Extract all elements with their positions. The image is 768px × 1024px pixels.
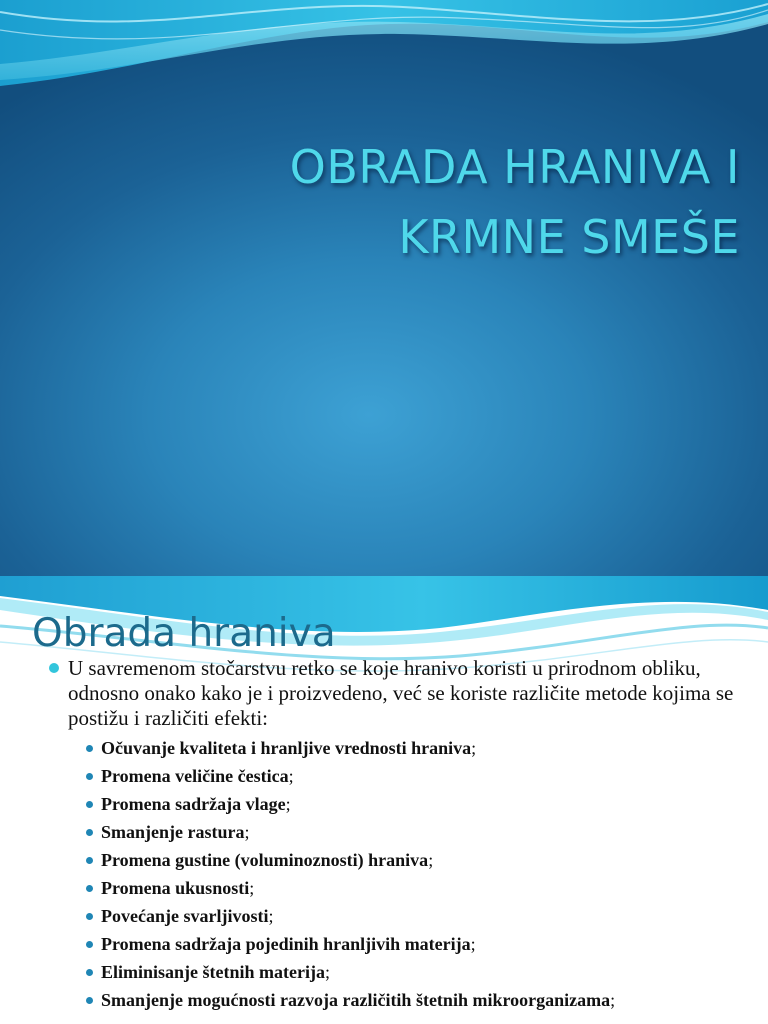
title-line-1: OBRADA HRANIVA I (289, 140, 740, 194)
list-item-punctuation: ; (428, 850, 434, 870)
list-item-punctuation: ; (470, 934, 476, 954)
list-item-text: Promena ukusnosti (101, 878, 250, 898)
lead-paragraph: U savremenom stočarstvu retko se koje hranivo koristi u prirodnom obliku, odnosno onako kako je i proizvedeno, već se koriste različite metode kojima se postižu i različiti efekti: (68, 656, 734, 730)
sub-bullet-icon (86, 885, 93, 892)
list-item-punctuation: ; (610, 990, 616, 1010)
list-item-text: Promena veličine čestica (101, 766, 289, 786)
list-item-text: Promena sadržaja vlage (101, 794, 286, 814)
title-line-2: KRMNE SMEŠE (398, 210, 740, 264)
list-item (0, 790, 615, 818)
list-item (0, 846, 615, 874)
sub-bullet-icon (86, 829, 93, 836)
list-item-text: Promena gustine (voluminoznosti) hraniva (101, 850, 429, 870)
sub-bullet-icon (86, 941, 93, 948)
slide-heading: Obrada hraniva (32, 611, 336, 656)
list-item (0, 734, 615, 762)
sub-bullet-icon (86, 913, 93, 920)
sub-bullet-icon (86, 857, 93, 864)
list-item (0, 986, 615, 1014)
sub-bullet-icon (86, 773, 93, 780)
list-item-punctuation: ; (288, 766, 294, 786)
content-slide (0, 576, 768, 1024)
list-item (0, 762, 615, 790)
list-item-punctuation: ; (324, 962, 330, 982)
list-item-punctuation: ; (249, 878, 255, 898)
list-item-punctuation: ; (471, 738, 477, 758)
slide-title (140, 132, 740, 272)
list-item-text: Promena sadržaja pojedinih hranljivih materija (101, 934, 471, 954)
list-item-punctuation: ; (285, 794, 291, 814)
sub-bullet-icon (86, 745, 93, 752)
list-item (0, 902, 615, 930)
list-item-text: Smanjenje mogućnosti razvoja različitih štetnih mikroorganizama (101, 990, 611, 1010)
list-item (0, 874, 615, 902)
list-item-text: Povećanje svarljivosti (101, 906, 269, 926)
list-item (0, 930, 615, 958)
sub-bullet-icon (86, 997, 93, 1004)
bullet-icon (49, 663, 59, 673)
list-item-punctuation: ; (268, 906, 274, 926)
list-item-punctuation: ; (244, 822, 250, 842)
sub-bullet-icon (86, 801, 93, 808)
sub-bullet-icon (86, 969, 93, 976)
list-item (0, 958, 615, 986)
list-item-text: Eliminisanje štetnih materija (101, 962, 325, 982)
list-item-text: Smanjenje rastura (101, 822, 245, 842)
effects-list (0, 734, 615, 1014)
list-item (0, 818, 615, 846)
list-item-text: Očuvanje kvaliteta i hranljive vrednosti hraniva (101, 738, 472, 758)
